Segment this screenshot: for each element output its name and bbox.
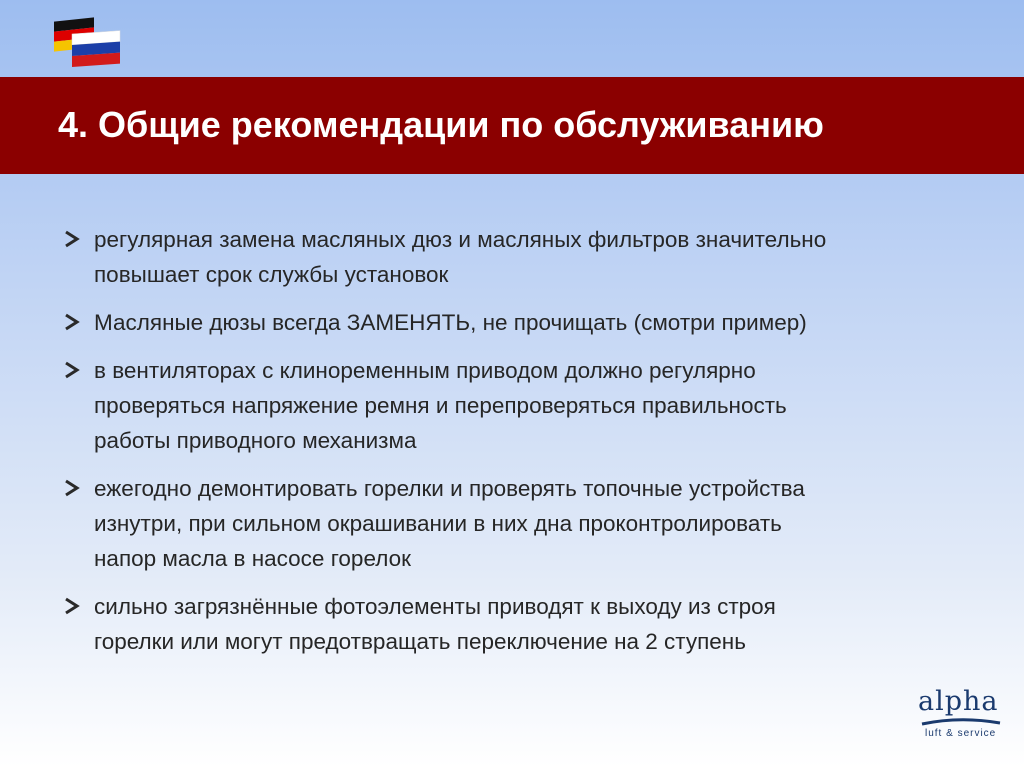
logo-wave-icon [920, 716, 1002, 728]
bullet-line: работы приводного механизма [94, 428, 417, 453]
bullet-line: ежегодно демонтировать горелки и проверять топочные устройства [94, 476, 805, 501]
arrow-bullet-icon [62, 224, 84, 254]
arrow-bullet-icon [62, 591, 84, 621]
bullet-line: в вентиляторах с клиноременным приводом должно регулярно [94, 358, 756, 383]
slide-title: 4. Общие рекомендации по обслуживанию [58, 104, 824, 145]
bullet-list [60, 222, 960, 672]
logo-subtitle: luft & service [925, 728, 997, 739]
bullet-line: сильно загрязнённые фотоэлементы приводят к выходу из строя [94, 594, 776, 619]
alpha-logo [918, 686, 1004, 748]
bullet-item [60, 353, 960, 458]
bullet-item [60, 471, 960, 576]
bullet-item [60, 589, 960, 659]
bullet-line: изнутри, при сильном окрашивании в них дна проконтролировать [94, 511, 782, 536]
arrow-bullet-icon [62, 355, 84, 385]
bullet-line: Масляные дюзы всегда ЗАМЕНЯТЬ, не прочищать (смотри пример) [94, 310, 807, 335]
logo-word: alpha [918, 686, 999, 717]
bullet-line: напор масла в насосе горелок [94, 546, 411, 571]
arrow-bullet-icon [62, 473, 84, 503]
bullet-line: проверяться напряжение ремня и перепроверяться правильность [94, 393, 787, 418]
bullet-item [60, 222, 960, 292]
bullet-item [60, 305, 960, 340]
bullet-line: горелки или могут предотвращать переключение на 2 ступень [94, 629, 746, 654]
bullet-line: регулярная замена масляных дюз и масляных фильтров значительно [94, 227, 827, 252]
arrow-bullet-icon [62, 307, 84, 337]
bullet-line: повышает срок службы установок [94, 262, 449, 287]
german-russian-flags-icon [50, 14, 126, 70]
